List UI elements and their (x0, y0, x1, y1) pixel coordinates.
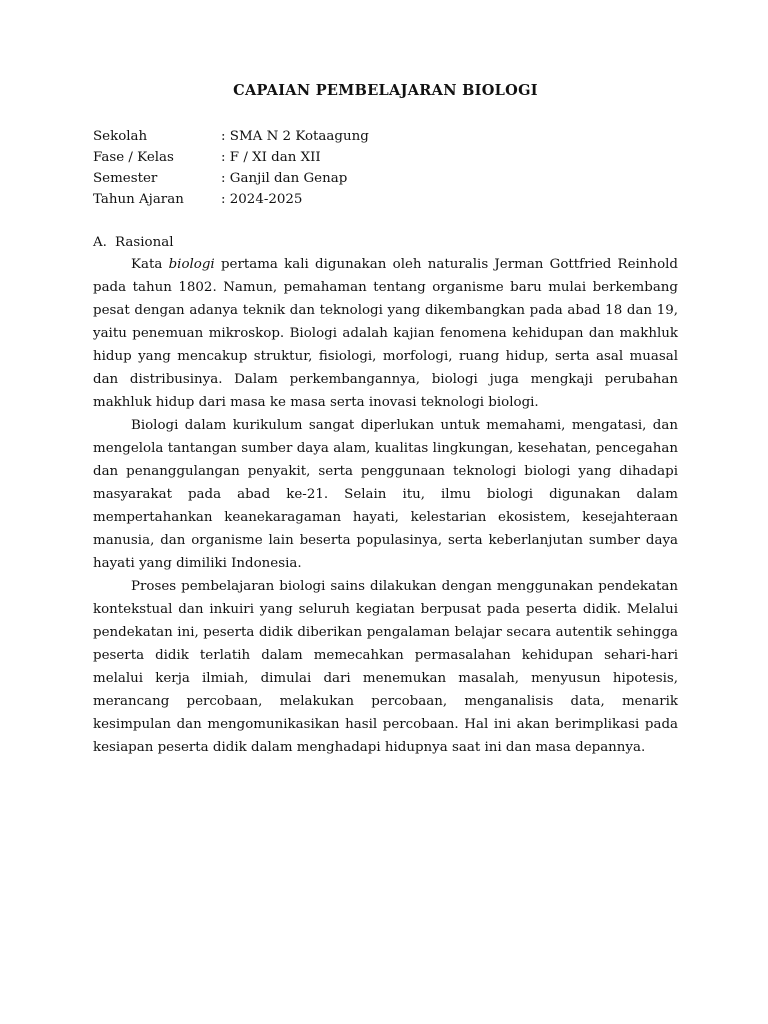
paragraph-1-italic-term: biologi (168, 257, 215, 272)
info-row-semester (93, 168, 678, 189)
info-value: : SMA N 2 Kotaagung (221, 129, 369, 144)
section-heading (93, 232, 678, 253)
paragraph-2: Biologi dalam kurikulum sangat diperlukan untuk memahami, mengatasi, dan mengelola tantangan sumber daya alam, kualitas lingkungan, kesehatan, pencegahan dan penanggulangan penyakit, serta penggunaan teknologi biologi yang dihadapi masyarakat pada abad ke-21. Selain itu, ilmu biologi digunakan dalam mempertahankan keanekaragaman hayati, kelestarian ekosistem, kesejahteraan manusia, dan organisme lain beserta populasinya, serta keberlanjutan sumber daya hayati yang dimiliki Indonesia. (93, 418, 678, 571)
document-title: CAPAIAN PEMBELAJARAN BIOLOGI (233, 82, 538, 99)
paragraph-1-rest: pertama kali digunakan oleh naturalis Jerman Gottfried Reinhold pada tahun 1802. Namun, pemahaman tentang organisme baru mulai berkembang pesat dengan adanya teknik dan teknologi yang dikembangkan pada abad 18 dan 19, yaitu penemuan mikroskop. Biologi adalah kajian fenomena kehidupan dan makhluk hidup yang mencakup struktur, fisiologi, morfologi, ruang hidup, serta asal muasal dan distribusinya. Dalam perkembangannya, biologi juga mengkaji perubahan makhluk hidup dari masa ke masa serta inovasi teknologi biologi. (93, 257, 678, 410)
paragraph-1 (93, 253, 678, 414)
info-row-tahun-ajaran (93, 189, 678, 210)
info-value: : Ganjil dan Genap (221, 171, 348, 186)
info-block (93, 126, 678, 210)
info-value: : 2024-2025 (221, 192, 303, 207)
paragraph-3: Proses pembelajaran biologi sains dilakukan dengan menggunakan pendekatan kontekstual dan inkuiri yang seluruh kegiatan berpusat pada peserta didik. Melalui pendekatan ini, peserta didik diberikan pengalaman belajar secara autentik sehingga peserta didik terlatih dalam memecahkan permasalahan kehidupan sehari-hari melalui kerja ilmiah, dimulai dari menemukan masalah, menyusun hipotesis, merancang percobaan, melakukan percobaan, menganalisis data, menarik kesimpulan dan mengomunikasikan hasil percobaan. Hal ini akan berimplikasi pada kesiapan peserta didik dalam menghadapi hidupnya saat ini dan masa depannya. (93, 579, 678, 755)
info-row-sekolah (93, 126, 678, 147)
section-rasional (93, 232, 678, 759)
info-label: Fase / Kelas (93, 150, 174, 165)
section-heading-text: Rasional (115, 235, 174, 250)
info-label: Semester (93, 171, 158, 186)
section-letter: A. (93, 235, 107, 250)
paragraph-1-start: Kata (131, 257, 169, 272)
info-label: Sekolah (93, 129, 148, 144)
info-value: : F / XI dan XII (221, 150, 321, 165)
info-row-fase-kelas (93, 147, 678, 168)
info-label: Tahun Ajaran (93, 192, 184, 207)
